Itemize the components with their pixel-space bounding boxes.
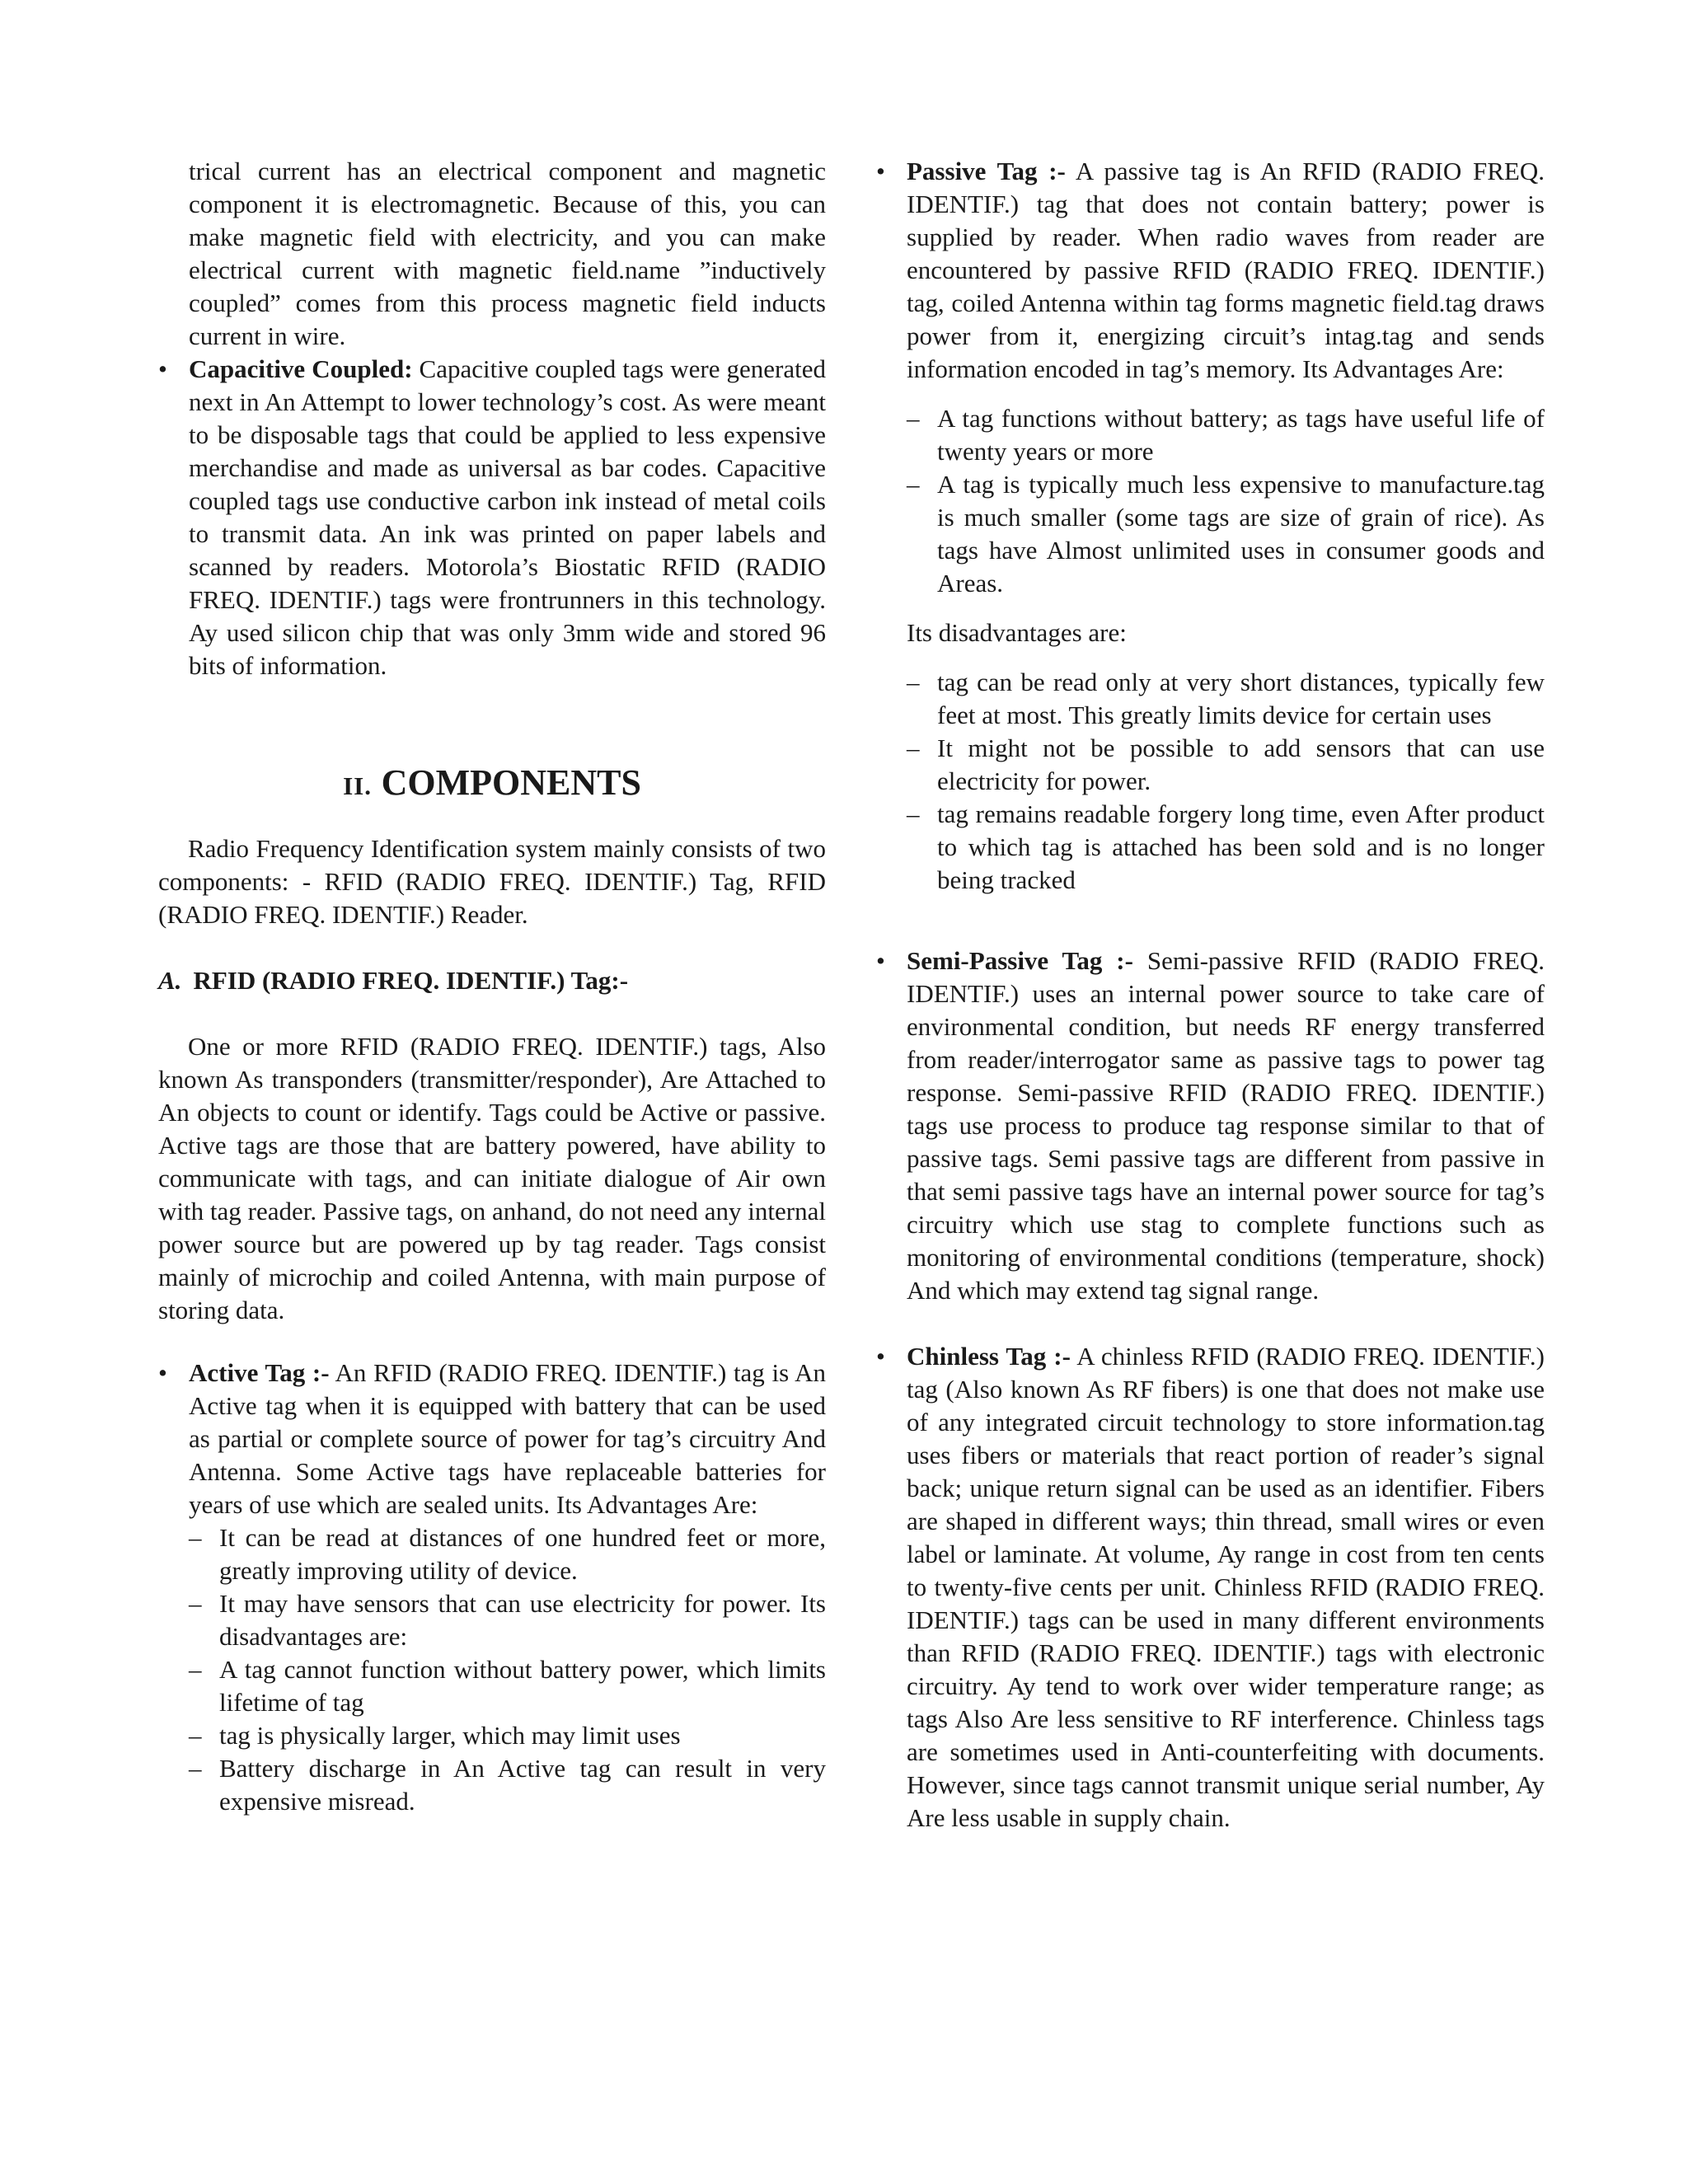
left-column: [158, 155, 826, 1818]
bullet-semi-passive-tag: [876, 944, 1545, 1307]
chipless-title: Chinless Tag :-: [907, 1342, 1071, 1371]
active-dash-list: [158, 1521, 826, 1818]
list-item: – It may have sensors that can use electricity for power. Its disadvantages are:: [189, 1587, 826, 1653]
bullet-capacitive-coupled: [158, 353, 826, 682]
components-paragraph: Radio Frequency Identification system mainly consists of two components: - RFID (RADIO FREQ. IDENTIF.) Tag, RFID (RADIO FREQ. IDENTIF.) Reader.: [158, 834, 826, 929]
section-number: II.: [343, 771, 372, 800]
active-body: An RFID (RADIO FREQ. IDENTIF.) tag is An Active tag when it is equipped with battery that can be used as partial or complete source of power for tag’s circuitry And Antenna. Some Active tags have replaceable batteries for years of use which are sealed units. Its Advantages Are:: [189, 1358, 826, 1519]
list-item: – tag can be read only at very short distances, typically few feet at most. This greatly limits device for certain uses: [907, 666, 1545, 732]
passive-disadvantages-label: Its disadvantages are:: [907, 618, 1127, 647]
passive-body: A passive tag is An RFID (RADIO FREQ. IDENTIF.) tag that does not contain battery; power is supplied by reader. When radio waves from reader are encountered by passive RFID (RADIO FREQ. IDENTIF.) tag, coiled Antenna within tag forms magnetic field.tag draws power from it, energizing circuit’s intag.tag and sends information encoded in tag’s memory. Its Advantages Are:: [907, 157, 1545, 383]
tag-paragraph: One or more RFID (RADIO FREQ. IDENTIF.) tags, Also known As transponders (transmitter/responder), Are Attached to An objects to count or identify. Tags could be Active or passive. Active tags are those that are battery powered, have ability to communicate with tags, and can initiate dialogue of Air own with tag reader. Passive tags, on anhand, do not need any internal power source but are powered up by tag reader. Tags consist mainly of microchip and coiled Antenna, with main purpose of storing data.: [158, 1032, 826, 1324]
subsection-heading: [158, 964, 826, 997]
list-item: – Battery discharge in An Active tag can result in very expensive misread.: [189, 1752, 826, 1818]
list-item: – A tag functions without battery; as tags have useful life of twenty years or more: [907, 402, 1545, 468]
passive-title: Passive Tag :-: [907, 157, 1066, 185]
subsection-letter: A.: [158, 966, 182, 995]
list-item: – A tag is typically much less expensive to manufacture.tag is much smaller (some tags are size of grain of rice). As tags have Almost unlimited uses in consumer goods and Areas.: [907, 468, 1545, 600]
passive-advantages-list: [876, 402, 1545, 600]
section-title: COMPONENTS: [381, 762, 641, 803]
semi-body: Semi-passive RFID (RADIO FREQ. IDENTIF.) uses an internal power source to take care of environmental condition, but needs RF energy transferred from reader/interrogator same as passive tags to power tag response. Semi-passive RFID (RADIO FREQ. IDENTIF.) tags use process to produce tag response similar to that of passive tags. Semi passive tags are different from passive in that semi passive tags have an internal power source for tag’s circuitry which use stag to complete functions such as monitoring of environmental conditions (temperature, shock) And which may extend tag signal range.: [907, 946, 1545, 1305]
active-title: Active Tag :-: [189, 1358, 330, 1387]
capacitive-body: Capacitive coupled tags were generated next in An Attempt to lower technology’s cost. As were meant to be disposable tags that could be applied to less expensive merchandise and made as universal as bar codes. Capacitive coupled tags use conductive carbon ink instead of metal coils to transmit data. An ink was printed on paper labels and scanned by readers. Motorola’s Biostatic RFID (RADIO FREQ. IDENTIF.) tags were frontrunners in this technology. Ay used silicon chip that was only 3mm wide and stored 96 bits of information.: [189, 354, 826, 680]
subsection-title: RFID (RADIO FREQ. IDENTIF.) Tag:-: [193, 966, 629, 995]
bullet-chipless-tag: [876, 1340, 1545, 1835]
list-item: – It might not be possible to add sensors that can use electricity for power.: [907, 732, 1545, 798]
semi-title: Semi-Passive Tag :-: [907, 946, 1133, 975]
bullet-active-tag: [158, 1357, 826, 1521]
bullet-passive-tag: [876, 155, 1545, 386]
right-column: [876, 155, 1545, 1835]
capacitive-title: Capacitive Coupled:: [189, 354, 413, 383]
list-item: – tag is physically larger, which may limit uses: [189, 1719, 826, 1752]
passive-disadvantages-list: [876, 666, 1545, 897]
section-heading: [158, 762, 826, 803]
list-item: – A tag cannot function without battery power, which limits lifetime of tag: [189, 1653, 826, 1719]
list-item: – tag remains readable forgery long time, even After product to which tag is attached has been sold and is no longer being tracked: [907, 798, 1545, 897]
inductive-continuation: trical current has an electrical component and magnetic component it is electromagnetic. Because of this, you can make magnetic field with electricity, and you can make electrical current with magnetic field.name ”inductively coupled” comes from this process magnetic field inducts current in wire.: [189, 157, 826, 350]
list-item: – It can be read at distances of one hundred feet or more, greatly improving utility of device.: [189, 1521, 826, 1587]
chipless-body: A chinless RFID (RADIO FREQ. IDENTIF.) tag (Also known As RF fibers) is one that does not make use of any integrated circuit technology to store information.tag uses fibers or materials that react portion of reader’s signal back; unique return signal can be used as an identifier. Fibers are shaped in different ways; thin thread, small wires or even label or laminate. At volume, Ay range in cost from ten cents to twenty-five cents per unit. Chinless RFID (RADIO FREQ. IDENTIF.) tags can be used in many different environments than RFID (RADIO FREQ. IDENTIF.) tags with electronic circuitry. Ay tend to work over wider temperature range; as tags Also Are less sensitive to RF interference. Chinless tags are sometimes used in Anti-counterfeiting with documents. However, since tags cannot transmit unique serial number, Ay Are less usable in supply chain.: [907, 1342, 1545, 1832]
